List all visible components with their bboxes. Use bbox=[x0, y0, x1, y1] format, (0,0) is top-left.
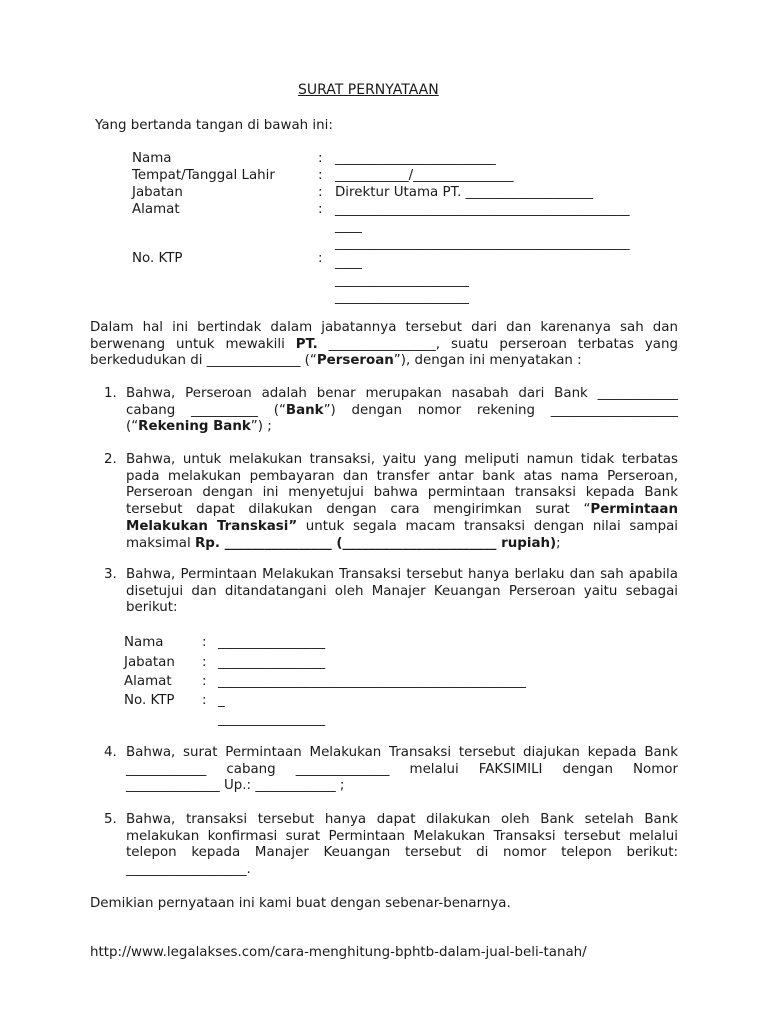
field-label-alamat: Alamat bbox=[132, 202, 180, 217]
sub-label-ktp: No. KTP bbox=[124, 693, 175, 708]
sub-label-nama: Nama bbox=[124, 635, 164, 650]
field-colon: : bbox=[318, 168, 323, 183]
field-value-alamat-line3: ____________________________________________ bbox=[335, 236, 630, 251]
field-value-ktp-line3: ____________________ bbox=[335, 290, 469, 305]
field-label-jabatan: Jabatan bbox=[132, 185, 183, 200]
sub-label-alamat: Alamat bbox=[124, 674, 172, 689]
field-value-jabatan: Direktur Utama PT. ___________________ bbox=[335, 185, 593, 200]
item-number: 4. bbox=[104, 745, 117, 760]
sub-colon: : bbox=[202, 693, 207, 708]
sub-colon: : bbox=[202, 655, 207, 670]
item-number: 2. bbox=[104, 452, 117, 467]
field-colon: : bbox=[318, 151, 323, 166]
list-item: Bahwa, surat Permintaan Melakukan Transaksi tersebut diajukan kepada Bank ____________ cabang ______________ melalui FAKSIMILI dengan Nomor ______________ Up.: ____________ ; bbox=[126, 745, 678, 794]
field-label-ttl: Tempat/Tanggal Lahir bbox=[132, 168, 275, 183]
main-paragraph: Dalam hal ini bertindak dalam jabatannya tersebut dari dan karenanya sah dan berwenang untuk mewakili PT. ________________, suatu perseroan terbatas yang berkedudukan di ______________ (“Perseroan”), dengan ini menyatakan : bbox=[90, 320, 678, 369]
sub-value-ktp-line1: _ bbox=[218, 693, 225, 708]
field-value-ttl: ___________/_______________ bbox=[335, 168, 514, 183]
field-label-nama: Nama bbox=[132, 151, 172, 166]
item-number: 5. bbox=[104, 812, 117, 827]
sub-label-jabatan: Jabatan bbox=[124, 655, 175, 670]
field-value-ktp-line1: ____ bbox=[335, 255, 362, 270]
sub-value-ktp-line2: ________________ bbox=[218, 712, 326, 727]
field-value-alamat-line1: ____________________________________________ bbox=[335, 202, 630, 217]
document-title: SURAT PERNYATAAN bbox=[298, 82, 439, 98]
intro-text: Yang bertanda tangan di bawah ini: bbox=[95, 118, 333, 133]
sub-value-alamat: ______________________________________________ bbox=[218, 674, 526, 689]
sub-value-jabatan: ________________ bbox=[218, 655, 326, 670]
sub-value-nama: ________________ bbox=[218, 635, 326, 650]
sub-colon: : bbox=[202, 635, 207, 650]
list-item: Bahwa, transaksi tersebut hanya dapat dilakukan oleh Bank setelah Bank melakukan konfirmasi surat Permintaan Melakukan Transaksi tersebut melalui telepon kepada Manajer Keuangan tersebut di nomor telepon berikut: __________________. bbox=[126, 812, 678, 878]
field-label-ktp: No. KTP bbox=[132, 251, 183, 266]
list-item: Bahwa, untuk melakukan transaksi, yaitu yang meliputi namun tidak terbatas pada melakukan pembayaran dan transfer antar bank atas nama Perseroan, Perseroan dengan ini menyetujui bahwa permintaan transaksi kepada Bank tersebut dapat dilakukan dengan cara mengirimkan surat “Permintaan Melakukan Transkasi” untuk segala macam transaksi dengan nilai sampai maksimal Rp. ________________ (_______________________ rupiah); bbox=[126, 452, 678, 551]
sub-colon: : bbox=[202, 674, 207, 689]
field-colon: : bbox=[318, 251, 323, 266]
field-colon: : bbox=[318, 202, 323, 217]
item-number: 3. bbox=[104, 567, 117, 582]
list-item: Bahwa, Perseroan adalah benar merupakan nasabah dari Bank ____________ cabang __________ (“Bank”) dengan nomor rekening ___________________ (“Rekening Bank”) ; bbox=[126, 386, 679, 435]
list-item: Bahwa, Permintaan Melakukan Transaksi tersebut hanya berlaku dan sah apabila disetujui dan ditandatangani oleh Manajer Keuangan Perseroan yaitu sebagai berikut: bbox=[126, 567, 678, 616]
field-value-alamat-line2: ____ bbox=[335, 219, 362, 234]
field-colon: : bbox=[318, 185, 323, 200]
closing-text: Demikian pernyataan ini kami buat dengan sebenar-benarnya. bbox=[90, 896, 511, 911]
item-number: 1. bbox=[104, 386, 117, 401]
source-url-link[interactable]: http://www.legalakses.com/cara-menghitung-bphtb-dalam-jual-beli-tanah/ bbox=[90, 945, 587, 960]
field-value-ktp-line2: ____________________ bbox=[335, 273, 469, 288]
field-value-nama: ________________________ bbox=[335, 151, 496, 166]
